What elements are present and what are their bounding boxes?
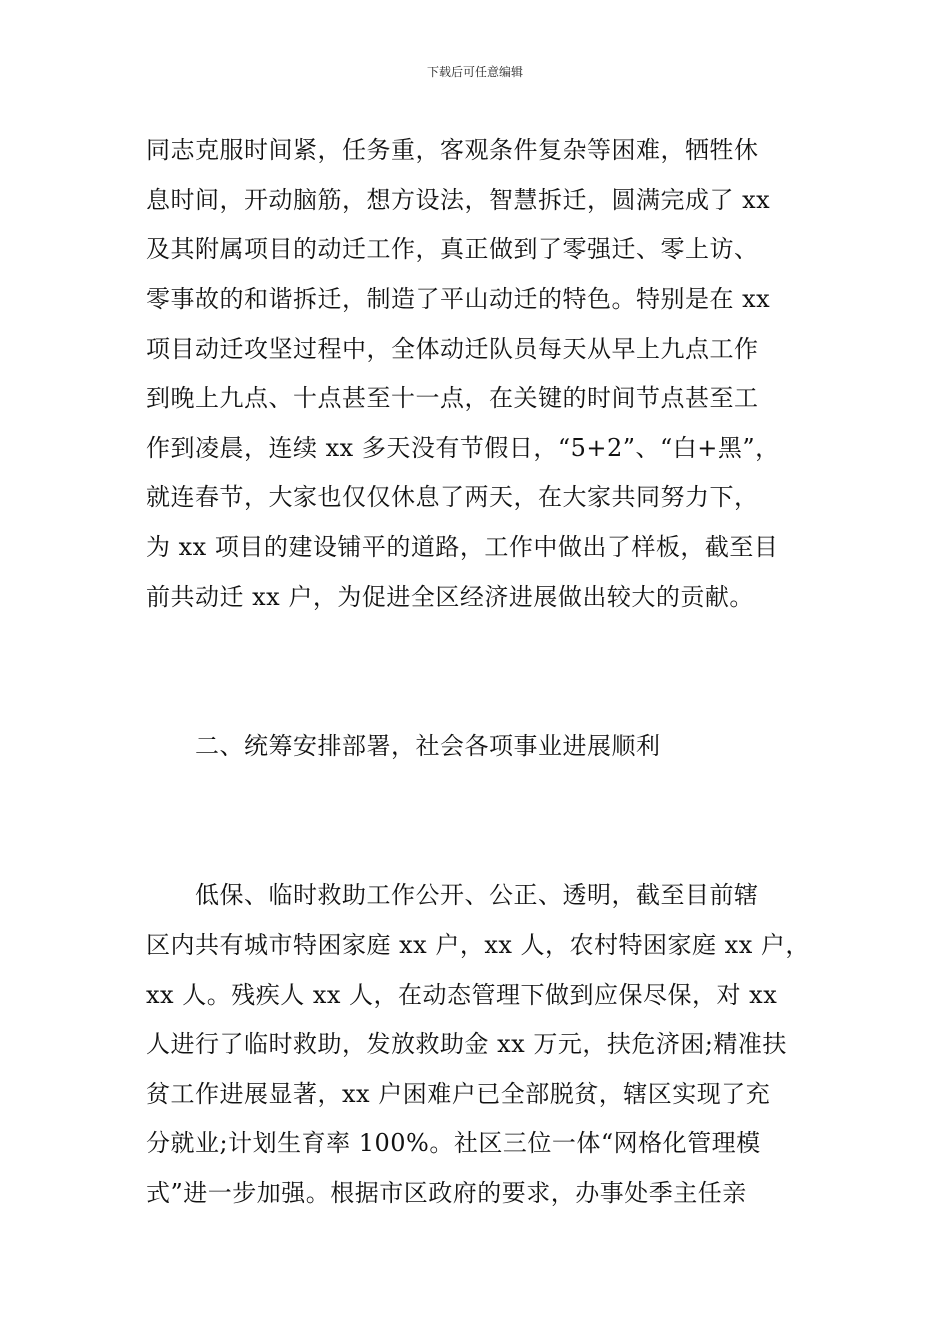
paragraph-line: 为 xx 项目的建设铺平的道路，工作中做出了样板，截至目 <box>146 533 779 561</box>
page-header: 下载后可任意编辑 <box>426 65 523 79</box>
paragraph-line: xx 人。残疾人 xx 人，在动态管理下做到应保尽保，对 xx <box>146 981 778 1009</box>
paragraph-line: 人进行了临时救助，发放救助金 xx 万元，扶危济困;精准扶 <box>146 1030 787 1058</box>
paragraph-line: 式”进一步加强。根据市区政府的要求，办事处季主任亲 <box>146 1179 747 1207</box>
paragraph-line: 贫工作进展显著，xx 户困难户已全部脱贫，辖区实现了充 <box>146 1080 771 1108</box>
paragraph-line: 分就业;计划生育率 100%。社区三位一体“网格化管理模 <box>146 1129 761 1157</box>
paragraph-line: 前共动迁 xx 户，为促进全区经济进展做出较大的贡献。 <box>146 583 754 611</box>
paragraph-line: 零事故的和谐拆迁，制造了平山动迁的特色。特别是在 xx <box>146 285 771 313</box>
paragraph-line: 区内共有城市特困家庭 xx 户，xx 人，农村特困家庭 xx 户， <box>146 931 810 959</box>
paragraph-line: 低保、临时救助工作公开、公正、透明，截至目前辖 <box>195 881 759 909</box>
section-heading: 二、统筹安排部署，社会各项事业进展顺利 <box>195 732 661 760</box>
paragraph-line: 到晚上九点、十点甚至十一点，在关键的时间节点甚至工 <box>146 384 759 412</box>
paragraph-line: 就连春节，大家也仅仅休息了两天，在大家共同努力下， <box>146 483 759 511</box>
paragraph-line: 息时间，开动脑筋，想方设法，智慧拆迁，圆满完成了 xx <box>146 186 771 214</box>
paragraph-line: 作到凌晨，连续 xx 多天没有节假日，“5+2”、“白+黑”， <box>146 434 780 462</box>
paragraph-line: 及其附属项目的动迁工作，真正做到了零强迁、零上访、 <box>146 235 759 263</box>
paragraph-line: 同志克服时间紧，任务重，客观条件复杂等困难，牺牲休 <box>146 136 759 164</box>
paragraph-line: 项目动迁攻坚过程中，全体动迁队员每天从早上九点工作 <box>146 335 759 363</box>
